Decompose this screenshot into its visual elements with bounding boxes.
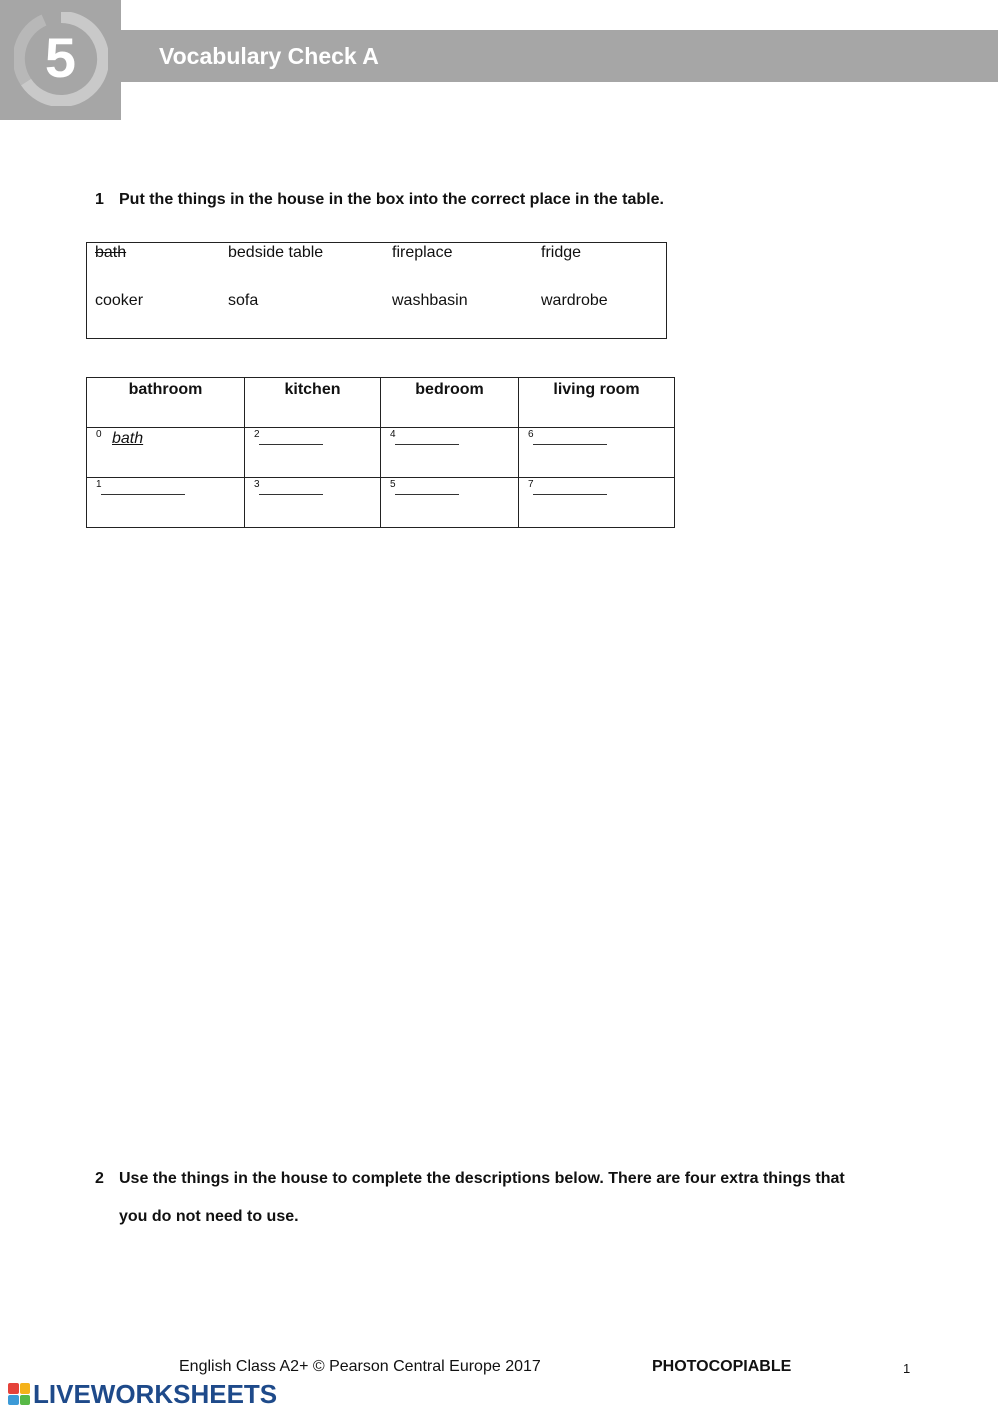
item-number: 2	[254, 429, 260, 440]
answer-blank-5[interactable]	[395, 494, 459, 495]
answer-cell-5[interactable]	[381, 478, 519, 528]
item-number: 4	[390, 429, 396, 440]
header-living-room: living room	[519, 378, 675, 428]
photocopiable-label: PHOTOCOPIABLE	[652, 1358, 792, 1375]
header-bathroom: bathroom	[87, 378, 245, 428]
header-kitchen: kitchen	[245, 378, 381, 428]
answer-blank-6[interactable]	[533, 444, 607, 445]
logo-grid-icon	[8, 1383, 30, 1405]
page-number: 1	[903, 1361, 911, 1376]
item-number: 7	[528, 479, 534, 490]
logo-square-icon	[20, 1383, 31, 1394]
item-number: 6	[528, 429, 534, 440]
unit-number: 5	[44, 26, 77, 89]
answer-cell-2[interactable]	[245, 428, 381, 478]
exercise-1-number: 1	[95, 191, 104, 208]
table-row	[87, 428, 675, 478]
logo-square-icon	[8, 1395, 19, 1406]
word-bath: bath	[95, 244, 127, 261]
word-bedside-table: bedside table	[228, 244, 324, 261]
exercise-1-text: Put the things in the house in the box into the correct place in the table.	[119, 191, 664, 208]
item-number: 5	[390, 479, 396, 490]
word-fridge: fridge	[541, 244, 582, 261]
room-table	[86, 377, 675, 528]
copyright-text: English Class A2+ © Pearson Central Europe 2017	[179, 1358, 541, 1375]
liveworksheets-logo[interactable]	[8, 1381, 277, 1407]
item-number: 1	[96, 479, 102, 490]
answer-blank-1[interactable]	[101, 494, 185, 495]
logo-text: LIVEWORKSHEETS	[33, 1379, 278, 1409]
word-cooker: cooker	[95, 292, 144, 309]
word-fireplace: fireplace	[392, 244, 453, 261]
word-wardrobe: wardrobe	[541, 292, 608, 309]
logo-square-icon	[20, 1395, 31, 1406]
answer-cell-6[interactable]	[519, 428, 675, 478]
item-number: 3	[254, 479, 260, 490]
table-row	[87, 478, 675, 528]
answer-cell-7[interactable]	[519, 478, 675, 528]
answer-cell-3[interactable]	[245, 478, 381, 528]
answer-blank-2[interactable]	[259, 444, 323, 445]
exercise-2-instruction	[95, 1169, 845, 1189]
exercise-2-text-line2: you do not need to use.	[119, 1208, 299, 1225]
item-number: 0	[96, 429, 102, 440]
word-washbasin: washbasin	[392, 292, 468, 309]
exercise-2-number: 2	[95, 1170, 104, 1187]
answer-cell-0	[87, 428, 245, 478]
page-title: Vocabulary Check A	[159, 43, 379, 69]
exercise-1-instruction	[95, 190, 664, 210]
example-answer: bath	[112, 430, 144, 447]
word-sofa: sofa	[228, 292, 259, 309]
answer-blank-3[interactable]	[259, 494, 323, 495]
answer-cell-4[interactable]	[381, 428, 519, 478]
answer-blank-7[interactable]	[533, 494, 607, 495]
answer-cell-1[interactable]	[87, 478, 245, 528]
logo-square-icon	[8, 1383, 19, 1394]
answer-blank-4[interactable]	[395, 444, 459, 445]
exercise-2-text-line1: Use the things in the house to complete the descriptions below. There are four extra things that	[119, 1170, 845, 1187]
header-bedroom: bedroom	[381, 378, 519, 428]
table-header-row	[87, 378, 675, 428]
unit-badge	[0, 0, 121, 120]
